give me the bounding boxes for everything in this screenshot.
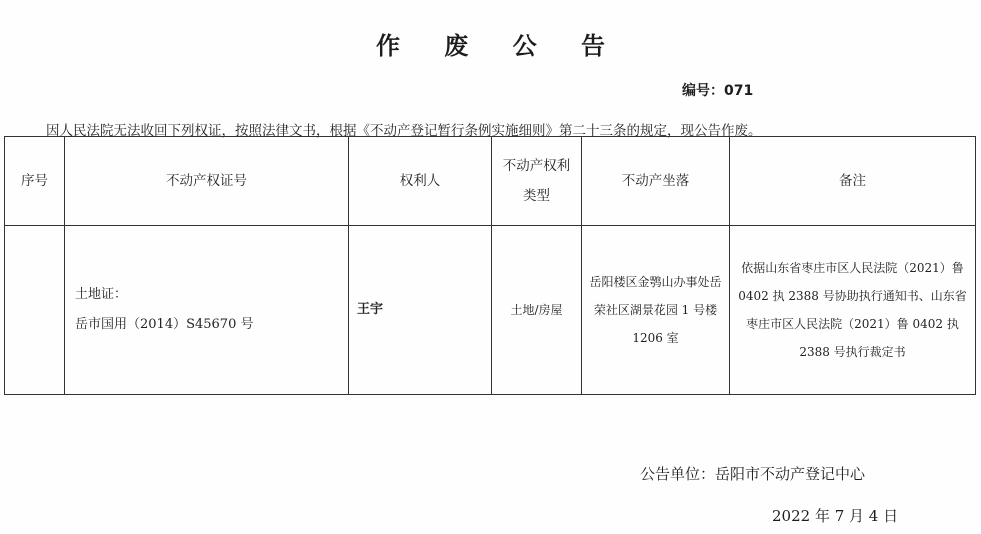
cell-seq [5,226,65,395]
cell-right-type: 土地/房屋 [492,226,582,395]
page-title: 作 废 公 告 [375,32,624,60]
header-right-type: 不动产权利类型 [492,137,582,226]
cert-type: 土地证： [75,287,128,302]
cell-cert [65,226,349,395]
document-number: 编号：071 [682,83,754,99]
header-cert-no: 不动产权证号 [65,137,349,226]
header-remark: 备注 [730,137,976,226]
cell-remark: 依据山东省枣庄市区人民法院（2021）鲁 0402 执 2388 号协助执行通知书、山东省枣庄市区人民法院（2021）鲁 0402 执 2388 号执行裁定书 [730,226,976,395]
table-header-row [5,137,976,226]
intro-text: 因人民法院无法收回下列权证，按照法律文书，根据《不动产登记暂行条例实施细则》第二十三条的规定，现公告作废。 [46,123,762,139]
cert-number: 岳市国用（2014）S45670 号 [75,317,254,332]
header-seq: 序号 [5,137,65,226]
cell-holder: 王宇 [349,226,492,395]
issuing-organization: 公告单位：岳阳市不动产登记中心 [640,465,866,483]
table-row [5,226,976,395]
issue-date: 2022 年 7 月 4 日 [772,507,899,525]
header-location: 不动产坐落 [582,137,730,226]
cancellation-table [4,136,976,395]
header-holder: 权利人 [349,137,492,226]
cell-location: 岳阳楼区金鹗山办事处岳荣社区湖景花园 1 号楼 1206 室 [582,226,730,395]
